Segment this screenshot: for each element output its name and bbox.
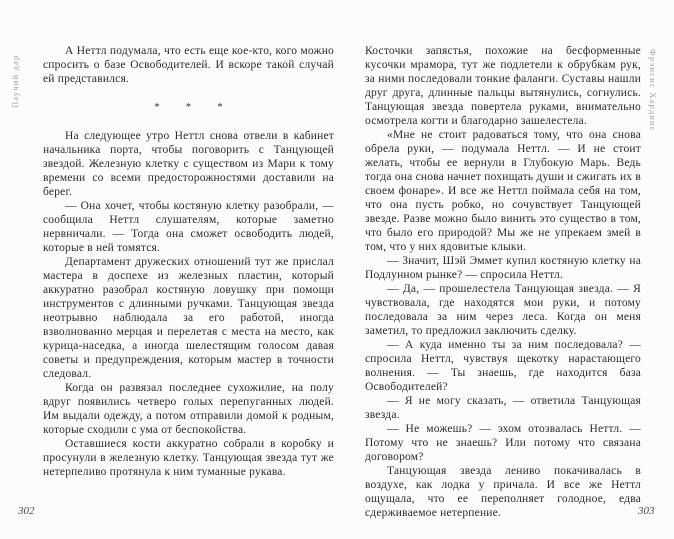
- running-title-book: Паучий дар: [10, 54, 20, 108]
- paragraph: На следующее утро Неттл снова отвели в кабинет начальника порта, чтобы поговорить с Танцующей звездой. Железную клетку с существом из Мари к тому времени со всеми предосторожностями доставили на берег.: [43, 130, 334, 198]
- paragraph: — Да, — прошелестела Танцующая звезда. — Я чувствовала, где находятся мои руки, и потому последовала за ним через леса. Когда он меня заметил, то предложил заключить сделку.: [365, 283, 641, 337]
- paragraph: «Мне не стоит радоваться тому, что она снова обрела руки, — подумала Неттл. — И не стоит желать, чтобы ее вернули в Глубокую Марь. Ведь тогда она снова начнет похищать души и сжигать их в своем фонаре». И все же Неттл поймала себя на том, что она пусть робко, но сочувствует Танцующей звезде. Разве можно было винить это существо в том, что было его природой? Мы же не упрекаем змей в том, что у них ядовитые клыки.: [365, 129, 641, 253]
- paragraph: Департамент дружеских отношений тут же прислал мастера в доспехе из железных пластин, который аккуратно разобрал костяную ловушку при помощи инструментов с длинными ручками. Танцующая звезда неотрывно наблюдала за его работой, иногда взволнованно мерцая и перелетая с места на место, как курица-наседка, а иногда шелестящим голосом давая советы и предупреждения, которым мастер в точности следовал.: [43, 256, 334, 380]
- running-title-author: Фрэнсис Хардинг: [648, 49, 658, 132]
- paragraph: Оставшиеся кости аккуратно собрали в коробку и просунули в железную клетку. Танцующая звезда тут же нетерпеливо протянула к ним туманные рукава.: [43, 438, 334, 478]
- page-number-right: 303: [638, 505, 655, 517]
- left-page: [43, 44, 334, 479]
- paragraph: А Неттл подумала, что есть еще кое-кто, кого можно спросить о базе Освободителей. И вскоре такой случай ей представился.: [43, 45, 334, 85]
- paragraph: Когда он развязал последнее сухожилие, на полу вдруг появились четверо голых перепуганных людей. Им выдали одежду, а потом отправили домой к родным, которые сходили с ума от беспокойства.: [43, 382, 334, 436]
- right-page: [365, 44, 641, 520]
- section-separator: * * *: [154, 102, 235, 113]
- paragraph: — Я не могу сказать, — ответила Танцующая звезда.: [365, 395, 641, 421]
- paragraph: — Не можешь? — эхом отозвалась Неттл. — Потому что не знаешь? Или потому что связана договором?: [365, 423, 641, 463]
- paragraph: — Значит, Шэй Эммет купил костяную клетку на Подлунном рынке? — спросила Неттл.: [365, 255, 641, 281]
- page-number-left: 302: [18, 505, 35, 517]
- paragraph: Косточки запястья, похожие на бесформенные кусочки мрамора, тут же подлетели к обрубкам рук, за ними последовали тонкие фаланги. Суставы нашли друг друга, длинные пальцы вытянулись, согнулись. Танцующая звезда повертела руками, внимательно осмотрела когти и благодарно зашелестела.: [365, 45, 641, 127]
- paragraph: Танцующая звезда лениво покачивалась в воздухе, как лодка у причала. И все же Неттл ощущала, что ее переполняет голодное, едва сдерживаемое нетерпение.: [365, 465, 641, 519]
- paragraph: — А куда именно ты за ним последовала? — спросила Неттл, чувствуя щекотку нарастающего волнения. — Ты знаешь, где находится база Освободителей?: [365, 339, 641, 393]
- paragraph: — Она хочет, чтобы костяную клетку разобрали, — сообщила Неттл слушателям, которые заметно нервничали. — Тогда она сможет освободить людей, которые в ней томятся.: [43, 200, 334, 254]
